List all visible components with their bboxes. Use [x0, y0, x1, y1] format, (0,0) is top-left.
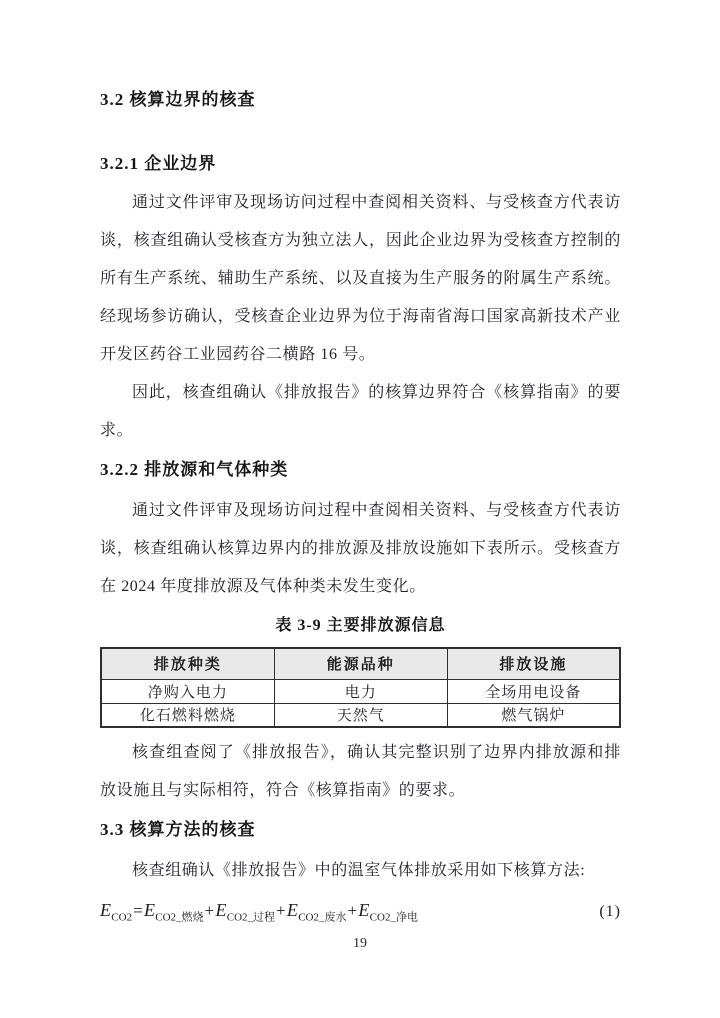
emission-table-body — [101, 679, 620, 727]
plus-sign: + — [276, 901, 286, 920]
page-number: 19 — [353, 936, 367, 951]
section-heading-3-2-1: 3.2.1 企业边界 — [100, 154, 217, 173]
emission-sources-table — [100, 647, 621, 728]
column-header-energy-variety: 能源品种 — [274, 648, 447, 679]
plus-sign: + — [204, 901, 215, 920]
table-cell: 全场用电设备 — [447, 679, 620, 703]
table-row — [101, 703, 620, 727]
formula-term-process: $E_{CO2\_过程}$ — [215, 900, 276, 924]
equation-number: (1) — [599, 903, 621, 920]
column-header-emission-facility: 排放设施 — [447, 648, 620, 679]
paragraph-enterprise-boundary-1: 通过文件评审及现场访问过程中查阅相关资料、与受核查方代表访谈，核查组确认受核查方为独立法人，因此企业边界为受核查方控制的所有生产系统、辅助生产系统、以及直接为生产服务的附属生产系统。经现场参访确认，受核查企业边界为位于海南省海口国家高新技术产业开发区药谷工业园药谷二横路 16 号。 — [100, 194, 621, 363]
table-header-row — [101, 648, 620, 679]
section-heading-3-3: 3.3 核算方法的核查 — [100, 820, 256, 839]
page-content — [100, 88, 621, 924]
table-cell: 天然气 — [274, 703, 447, 727]
table-cell: 净购入电力 — [101, 679, 274, 703]
equals-sign: = — [133, 901, 143, 920]
emission-table-header — [101, 648, 620, 679]
formula-term-combustion: $E_{CO2\_燃烧}$ — [143, 900, 204, 924]
co2-emission-formula — [100, 900, 418, 924]
column-header-emission-type: 排放种类 — [101, 648, 274, 679]
formula-term-wastewater: $E_{CO2\_废水}$ — [286, 900, 347, 924]
section-heading-3-2-2: 3.2.2 排放源和气体种类 — [100, 460, 289, 479]
table-3-9-caption: 表 3-9 主要排放源信息 — [275, 617, 446, 634]
paragraph-enterprise-boundary-2: 因此，核查组确认《排放报告》的核算边界符合《核算指南》的要求。 — [100, 384, 621, 439]
formula-result-term: $E_{CO2}$ — [100, 900, 133, 924]
paragraph-accounting-method: 核查组确认《排放报告》中的温室气体排放采用如下核算方法: — [132, 862, 586, 879]
table-cell: 电力 — [274, 679, 447, 703]
table-cell: 化石燃料燃烧 — [101, 703, 274, 727]
table-cell: 燃气锅炉 — [447, 703, 620, 727]
formula-row — [100, 900, 621, 924]
formula-term-net-electricity: $E_{CO2\_净电}$ — [358, 900, 418, 924]
section-heading-3-2: 3.2 核算边界的核查 — [100, 90, 256, 109]
paragraph-emission-sources-2: 核查组查阅了《排放报告》，确认其完整识别了边界内排放源和排放设施且与实际相符，符合《核算指南》的要求。 — [100, 744, 621, 799]
paragraph-emission-sources-1: 通过文件评审及现场访问过程中查阅相关资料、与受核查方代表访谈，核查组确认核算边界内的排放源及排放设施如下表所示。受核查方在 2024 年度排放源及气体种类未发生变化。 — [100, 502, 621, 595]
plus-sign: + — [347, 901, 358, 920]
table-row — [101, 679, 620, 703]
